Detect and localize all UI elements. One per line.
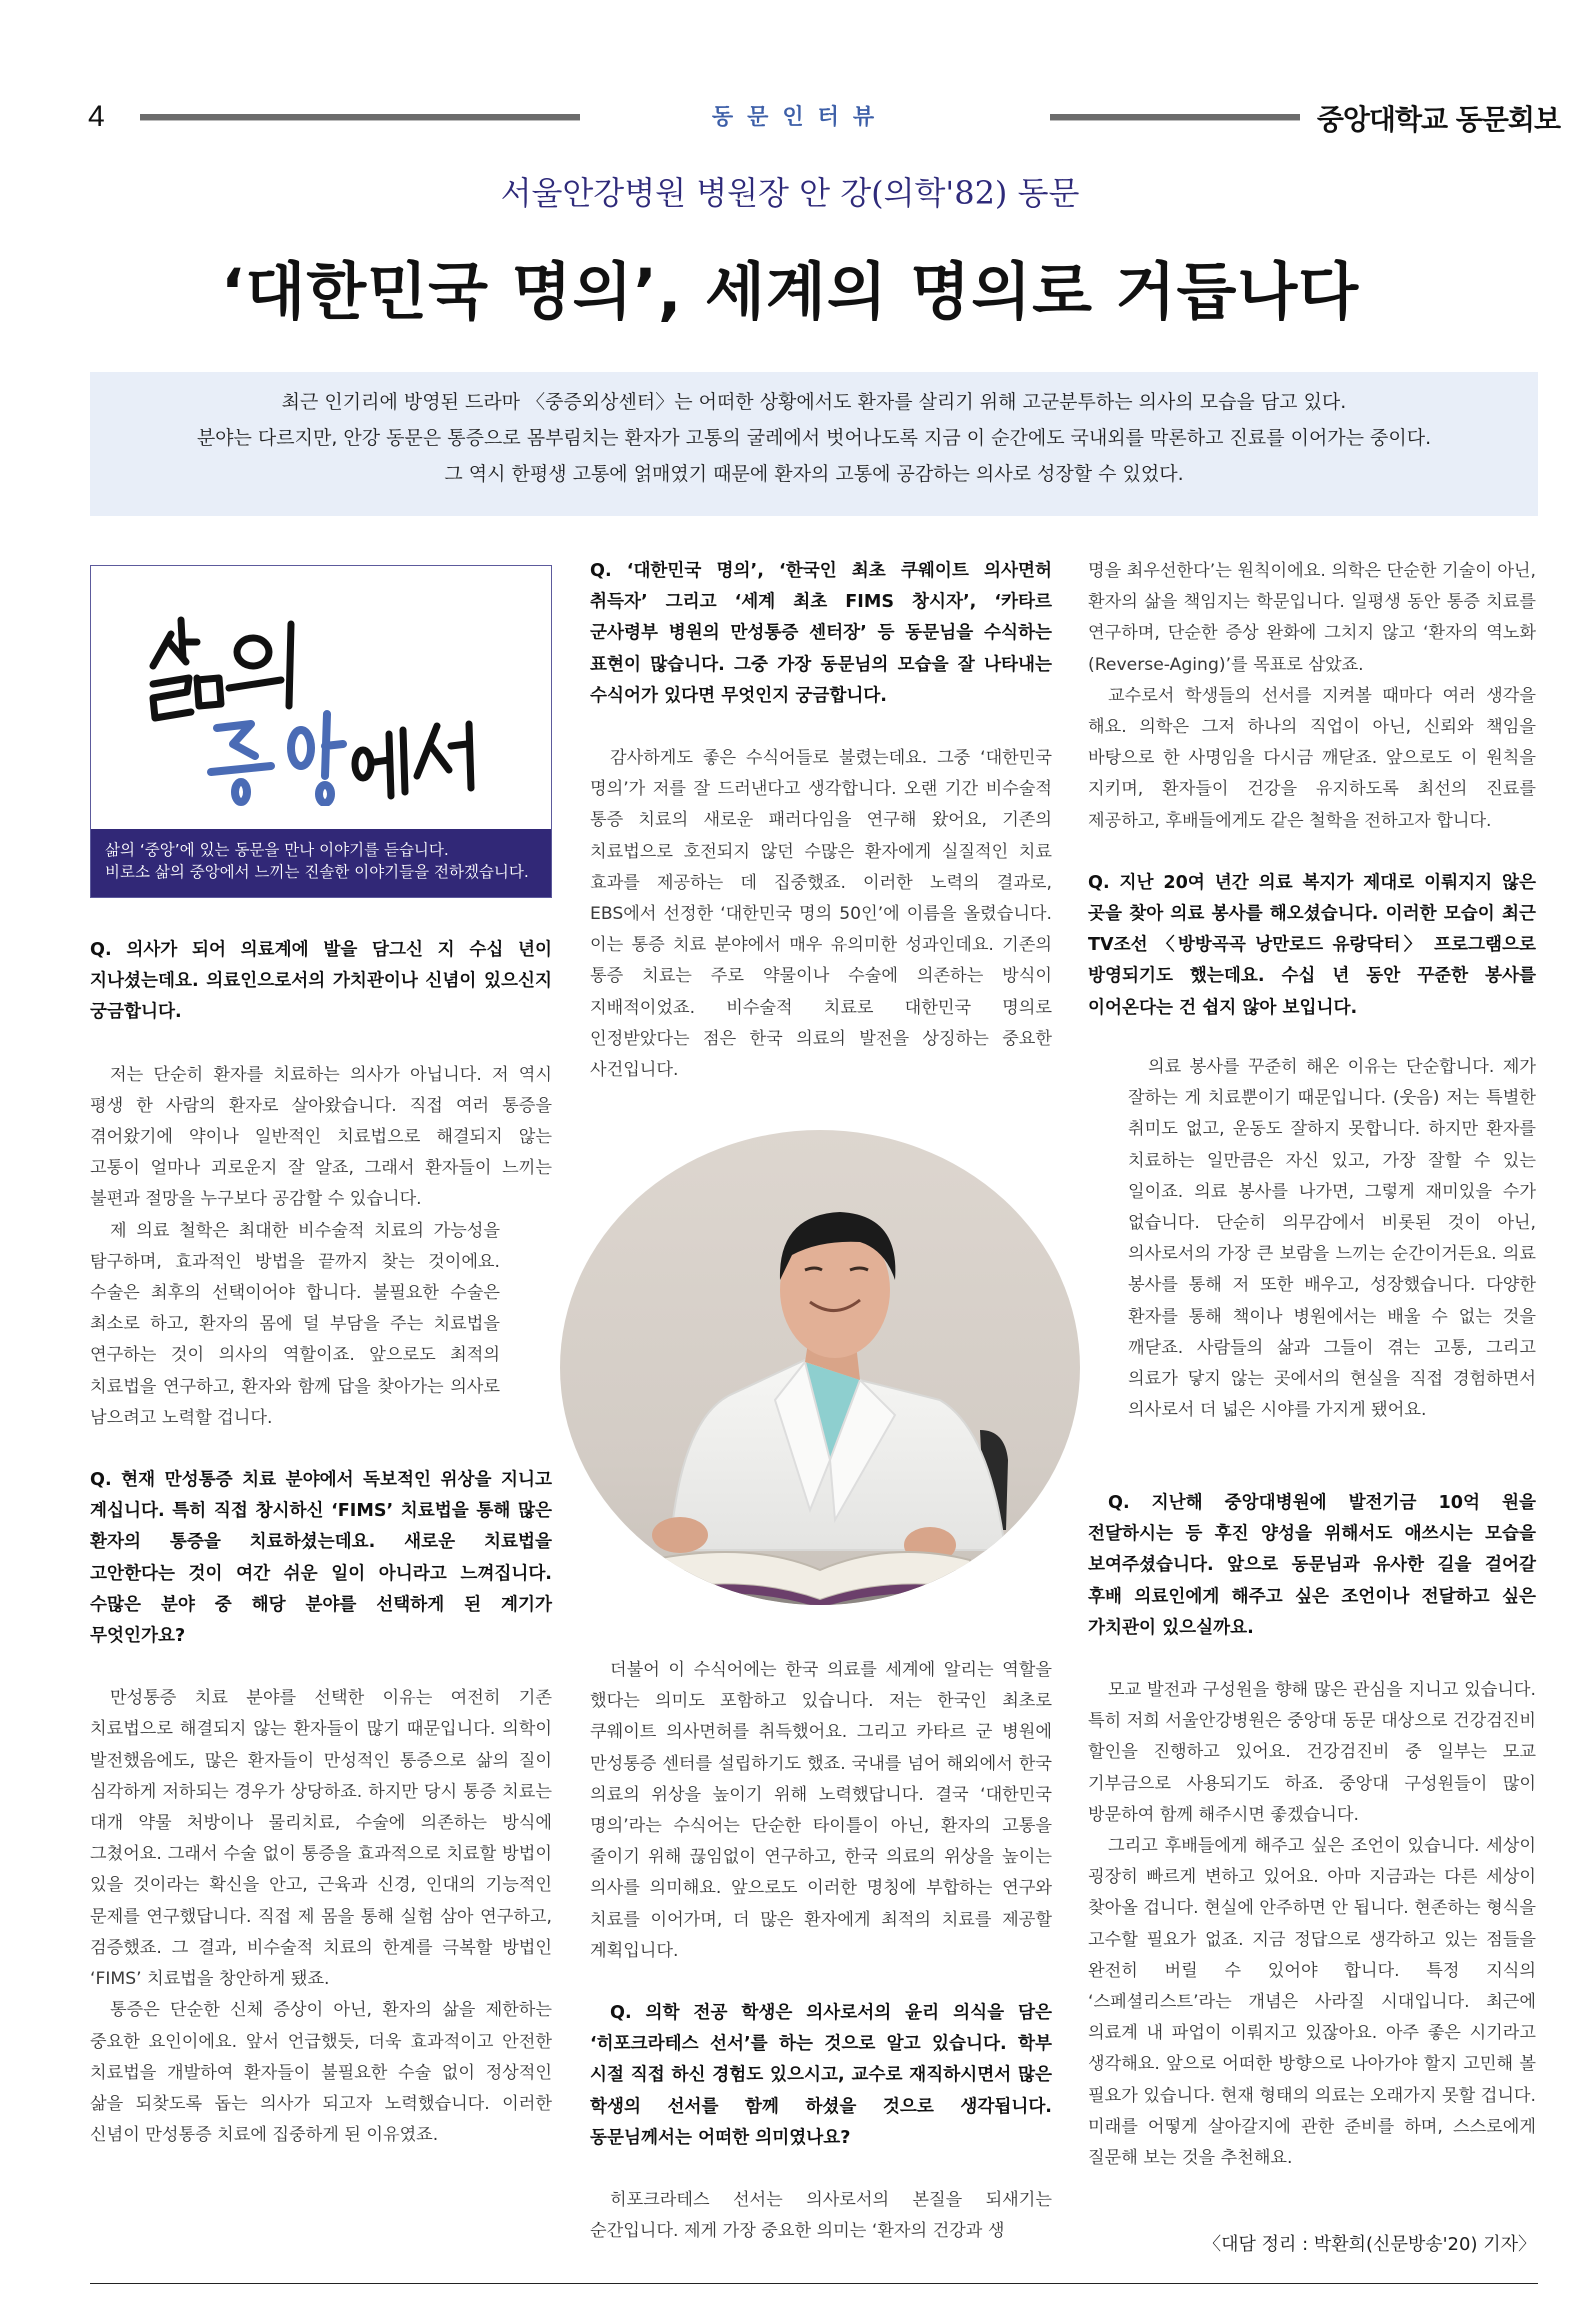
question: Q. 의사가 되어 의료계에 발을 담그신 지 수십 년이 지나셨는데요. 의료인으로서의 가치관이나 신념이 있으신지 궁금합니다. <box>90 940 552 1023</box>
question: Q. 지난 20여 년간 의료 복지가 제대로 이뤄지지 않은 곳을 찾아 의료 봉사를 해오셨습니다. 이러한 모습이 최근 TV조선 〈방방곡곡 낭만로드 유랑닥터〉 프로그램으로 방영되기도 했는데요. 수십 년 동안 꾸준한 봉사를 이어온다는 건 쉽지 않아 보입니다. <box>1088 872 1536 1018</box>
section-label: 동문인터뷰 <box>711 105 889 130</box>
answer-paragraph: 통증은 단순한 신체 증상이 아닌, 환자의 삶을 제한하는 중요한 요인이에요. 앞서 언급했듯, 더욱 효과적이고 안전한 치료법을 개발하여 환자들이 불필요한 수술 없이 정상적인 삶을 되찾도록 돕는 의사가 되고자 노력했습니다. 이러한 신념이 만성통증 치료에 집중하게 된 이유였죠. <box>90 2000 552 2146</box>
answer-paragraph: 의료 봉사를 꾸준히 해온 이유는 단순합니다. 제가 잘하는 게 치료뿐이기 때문입니다. (웃음) 저는 특별한 취미도 없고, 운동도 잘하지 못합니다. 하지만 환자를 치료하는 일만큼은 자신 있고, 가장 잘할 수 있는 일이죠. 의료 봉사를 나가면, 그렇게 재미있을 수가 없습니다. 단순히 의무감에서 비롯된 것이 아닌, 의사로서의 가장 큰 보람을 느끼는 순간이거든요. 의료 봉사를 통해 저 또한 배우고, 성장했습니다. 다양한 환자를 통해 책이나 병원에서는 배울 수 없는 것을 깨닫죠. 사람들의 삶과 그들이 겪는 고통, 그리고 의료가 닿지 않는 곳에서의 현실을 직접 경험하면서 의사로서 더 넓은 시야를 가지게 됐어요. <box>1128 1057 1536 1421</box>
article-subtitle: 서울안강병원 병원장 안 강(의학'82) 동문 <box>495 168 1086 214</box>
answer-paragraph: 제 의료 철학은 최대한 비수술적 치료의 가능성을 탐구하며, 효과적인 방법을 끝까지 찾는 것이에요. 수술은 최후의 선택이어야 합니다. 불필요한 수술은 최소로 하고, 환자의 몸에 덜 부담을 주는 치료법을 연구하는 것이 의사의 역할이죠. 앞으로도 최적의 치료법을 연구하고, 환자와 함께 답을 찾아가는 의사로 남으려고 노력할 겁니다. <box>90 1220 500 1428</box>
page-number: 4 <box>88 100 105 133</box>
article-headline: ‘대한민국 명의’, 세계의 명의로 거듭나다 <box>220 255 1360 328</box>
answer-paragraph: 만성통증 치료 분야를 선택한 이유는 여전히 기존 치료법으로 해결되지 않는 환자들이 많기 때문입니다. 의학이 발전했음에도, 많은 환자들이 만성적인 통증으로 삶의 질이 심각하게 저하되는 경우가 상당하죠. 하지만 당시 통증 치료는 대개 약물 처방이나 물리치료, 수술에 의존하는 방식에 그쳤어요. 그래서 수술 없이 통증을 효과적으로 치료할 방법이 있을 것이라는 확신을 안고, 근육과 신경, 인대의 기능적인 문제를 연구했답니다. 직접 제 몸을 통해 실험 삼아 연구하고, 검증했죠. 그 결과, 비수술적 치료의 한계를 극복할 방법인 ‘FIMS’ 치료법을 창안하게 됐죠. <box>90 1688 552 1990</box>
lead-line: 분야는 다르지만, 안강 동문은 통증으로 몸부림치는 환자가 고통의 굴레에서 벗어나도록 지금 이 순간에도 국내외를 막론하고 진료를 이어가는 중이다. <box>196 427 1432 449</box>
answer-paragraph: 교수로서 학생들의 선서를 지켜볼 때마다 여러 생각을 해요. 의학은 그저 하나의 직업이 아닌, 신뢰와 책임을 바탕으로 한 사명임을 다시금 깨닫죠. 앞으로도 이 원칙을 지키며, 환자들이 건강을 유지하도록 최선의 진료를 제공하고, 후배들에게도 같은 철학을 전하고자 합니다. <box>1088 685 1536 831</box>
series-feature-box <box>90 565 552 898</box>
publication-name: 중앙대학교 동문회보 <box>1316 103 1560 136</box>
bottom-rule <box>90 2283 1538 2284</box>
question: Q. 지난해 중앙대병원에 발전기금 10억 원을 전달하시는 등 후진 양성을 위해서도 애쓰시는 모습을 보여주셨습니다. 앞으로 동문님과 유사한 길을 걸어갈 후배 의료인에게 해주고 싶은 조언이나 전달하고 싶은 가치관이 있으실까요. <box>1088 1493 1536 1638</box>
lead-box <box>90 372 1538 516</box>
answer-paragraph: 감사하게도 좋은 수식어들로 불렸는데요. 그중 ‘대한민국 명의’가 저를 잘 드러낸다고 생각합니다. 오랜 기간 비수술적 통증 치료의 새로운 패러다임을 연구해 왔어요, 기존의 치료법으로 호전되지 않던 수많은 환자에게 실질적인 치료 효과를 제공하는 데 집중했죠. 이러한 노력의 결과로, EBS에서 선정한 ‘대한민국 명의 50인’에 이름을 올렸습니다. 이는 통증 치료 분야에서 매우 유의미한 성과인데요. 기존의 통증 치료는 주로 약물이나 수술에 의존하는 방식이 지배적이었죠. 비수술적 치료로 대한민국 명의로 인정받았다는 점은 한국 의료의 발전을 상징하는 중요한 사건입니다. <box>590 748 1052 1081</box>
lead-line: 최근 인기리에 방영된 드라마 〈중증외상센터〉는 어떠한 상황에서도 환자를 살리기 위해 고군분투하는 의사의 모습을 담고 있다. <box>281 391 1347 413</box>
header-rule-left <box>140 114 580 121</box>
question: Q. 의학 전공 학생은 의사로서의 윤리 의식을 담은 ‘히포크라테스 선서’를 하는 것으로 알고 있습니다. 학부 시절 직접 하신 경험도 있으시고, 교수로 재직하시면서 많은 학생의 선서를 함께 하셨을 것으로 생각됩니다. 동문님께서는 어떠한 의미였나요? <box>590 2003 1052 2148</box>
feature-caption-line: 비로소 삶의 중앙에서 느끼는 진솔한 이야기들을 전하겠습니다. <box>105 863 529 881</box>
doctor-portrait-icon <box>560 1130 1080 1605</box>
feature-caption <box>91 829 551 897</box>
interviewee-photo <box>560 1130 1080 1605</box>
answer-paragraph: 저는 단순히 환자를 치료하는 의사가 아닙니다. 저 역시 평생 한 사람의 환자로 살아왔습니다. 직접 여러 통증을 겪어왔기에 약이나 일반적인 치료법으로 해결되지 않는 고통이 얼마나 괴로운지 잘 알죠, 그래서 환자들이 느끼는 불편과 절망을 누구보다 공감할 수 있습니다. <box>90 1064 552 1210</box>
answer-paragraph: 그리고 후배들에게 해주고 싶은 조언이 있습니다. 세상이 굉장히 빠르게 변하고 있어요. 아마 지금과는 다른 세상이 찾아올 겁니다. 현실에 안주하면 안 됩니다. 현존하는 형식을 고수할 필요가 없죠. 지금 정답으로 생각하고 있는 점들을 완전히 버릴 수 있어야 합니다. 특정 지식의 ‘스페셜리스트’라는 개념은 사라질 시대입니다. 최근에 의료계 내 파업이 이뤄지고 있잖아요. 아주 좋은 시기라고 생각해요. 앞으로 어떠한 방향으로 나아가야 할지 고민해 볼 필요가 있습니다. 현재 형태의 의료는 오래가지 못할 겁니다. 미래를 어떻게 살아갈지에 관한 준비를 하며, 스스로에게 질문해 보는 것을 추천해요. <box>1088 1836 1536 2169</box>
column-1 <box>90 935 552 2151</box>
column-3-middle <box>1088 1052 1536 1426</box>
question: Q. 현재 만성통증 치료 분야에서 독보적인 위상을 지니고 계십니다. 특히 직접 창시하신 ‘FIMS’ 치료법을 통해 많은 환자의 통증을 치료하셨는데요. 새로운 치료법을 고안한다는 것이 여간 쉬운 일이 아니라고 느껴집니다. 수많은 분야 중 해당 분야를 선택하게 된 계기가 무엇인가요? <box>90 1470 552 1647</box>
answer-paragraph: 히포크라테스 선서는 의사로서의 본질을 되새기는 순간입니다. 제게 가장 중요한 의미는 ‘환자의 건강과 생 <box>590 2190 1052 2242</box>
column-2-bottom <box>590 1655 1052 2247</box>
answer-paragraph: 명을 최우선한다’는 원칙이에요. 의학은 단순한 기술이 아닌, 환자의 삶을 책임지는 학문입니다. 일평생 동안 통증 치료를 연구하며, 단순한 증상 완화에 그치지 않고 ‘환자의 역노화(Reverse-Aging)’를 목표로 삼았죠. <box>1088 561 1536 675</box>
answer-paragraph: 모교 발전과 구성원을 향해 많은 관심을 지니고 있습니다. 특히 저희 서울안강병원은 중앙대 동문 대상으로 건강검진비 할인을 진행하고 있어요. 건강검진비 중 일부는 모교 기부금으로 사용되기도 하죠. 중앙대 구성원들이 많이 방문하여 함께 해주시면 좋겠습니다. <box>1088 1680 1536 1825</box>
question: Q. ‘대한민국 명의’, ‘한국인 최초 쿠웨이트 의사면허 취득자’ 그리고 ‘세계 최초 FIMS 창시자’, ‘카타르 군사령부 병원의 만성통증 센터장’ 등 동문님을 수식하는 표현이 많습니다. 그중 가장 동문님의 모습을 잘 나타내는 수식어가 있다면 무엇인지 궁금합니다. <box>590 561 1052 706</box>
subtitle-wrap <box>0 168 1580 214</box>
calligraphy-logo-icon <box>131 606 511 806</box>
column-3-top <box>1088 556 1536 1024</box>
column-3-bottom <box>1088 1488 1536 2174</box>
answer-paragraph: 더불어 이 수식어에는 한국 의료를 세계에 알리는 역할을 했다는 의미도 포함하고 있습니다. 저는 한국인 최초로 쿠웨이트 의사면허를 취득했어요. 그리고 카타르 군 병원에 만성통증 센터를 설립하기도 했죠. 국내를 넘어 해외에서 한국 의료의 위상을 높이기 위해 노력했답니다. 결국 ‘대한민국 명의’라는 수식어는 단순한 타이틀이 아닌, 환자의 고통을 줄이기 위해 끊임없이 연구하고, 한국 의료의 위상을 높이는 의사를 의미해요. 앞으로도 이러한 명칭에 부합하는 연구와 치료를 이어가며, 더 많은 환자에게 최적의 치료를 제공할 계획입니다. <box>590 1660 1052 1961</box>
feature-caption-line: 삶의 ‘중앙’에 있는 동문을 만나 이야기를 듣습니다. <box>105 841 449 859</box>
byline: 〈대담 정리 : 박환희(신문방송'20) 기자〉 <box>1203 2234 1536 2255</box>
lead-line: 그 역시 한평생 고통에 얽매였기 때문에 환자의 고통에 공감하는 의사로 성장할 수 있었다. <box>444 463 1184 485</box>
column-2-top <box>590 556 1052 1086</box>
header-rule-right <box>1050 114 1300 121</box>
